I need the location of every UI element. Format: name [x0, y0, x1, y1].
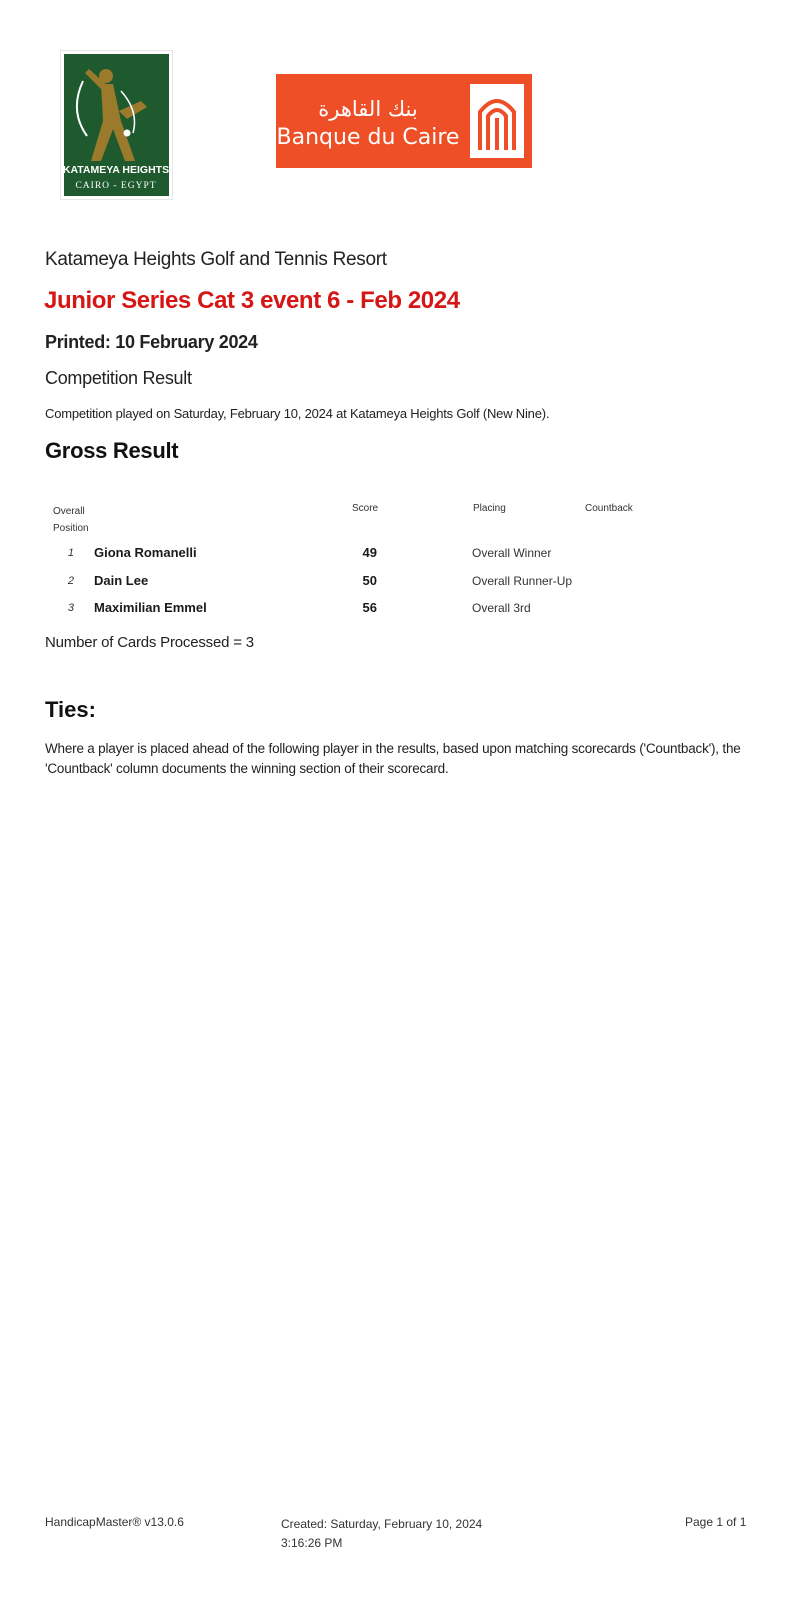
player-name: Dain Lee: [94, 573, 149, 588]
bank-logo-arabic: بنك القاهرة: [318, 97, 418, 121]
player-score: 50: [362, 573, 377, 588]
katameya-heights-logo-art: [61, 51, 172, 199]
column-header-score: Score: [352, 503, 379, 514]
cards-processed: Number of Cards Processed = 3: [45, 634, 254, 651]
column-header-countback: Countback: [585, 503, 633, 514]
resort-name: Katameya Heights Golf and Tennis Resort: [45, 249, 387, 270]
ties-explanation: Where a player is placed ahead of the following player in the results, based upon matching scorecards ('Countback'), the 'Countback' column documents the winning section of their scorecard.: [45, 741, 741, 776]
player-name: Giona Romanelli: [94, 545, 197, 560]
report-subtitle: Competition Result: [45, 368, 192, 388]
footer-page-number: Page 1 of 1: [685, 1515, 747, 1529]
player-placing: Overall Winner: [472, 546, 552, 560]
row-position: 2: [67, 575, 74, 587]
row-position: 1: [67, 547, 74, 559]
row-position: 3: [67, 602, 74, 614]
katameya-logo-line1: KATAMEYA HEIGHTS: [62, 164, 170, 176]
table-row: [0, 545, 794, 569]
katameya-logo-line2: CAIRO - EGYPT: [75, 181, 157, 191]
competition-played-info: Competition played on Saturday, February 10, 2024 at Katameya Heights Golf (New Nine).: [45, 406, 550, 421]
bank-logo-latin: Banque du Caire: [276, 125, 460, 150]
competition-title: Junior Series Cat 3 event 6 - Feb 2024: [44, 287, 460, 314]
player-name: Maximilian Emmel: [94, 600, 207, 615]
player-score: 56: [362, 600, 377, 615]
footer-created-timestamp: Created: Saturday, February 10, 2024 3:16:26 PM: [281, 1517, 483, 1550]
column-header-position: Overall Position: [53, 506, 89, 534]
banque-du-caire-logo-art: [276, 74, 532, 168]
ties-heading: Ties:: [45, 697, 96, 722]
player-placing: Overall Runner-Up: [472, 574, 573, 588]
footer-software-version: HandicapMaster® v13.0.6: [45, 1515, 184, 1529]
gross-result-heading: Gross Result: [45, 438, 179, 463]
player-score: 49: [362, 545, 377, 560]
printed-date: Printed: 10 February 2024: [45, 332, 258, 352]
player-placing: Overall 3rd: [472, 601, 531, 615]
table-row: [0, 573, 794, 597]
column-header-placing: Placing: [473, 503, 506, 514]
katameya-heights-logo: [60, 50, 173, 200]
table-row: [0, 600, 794, 624]
banque-du-caire-logo: [276, 74, 532, 168]
